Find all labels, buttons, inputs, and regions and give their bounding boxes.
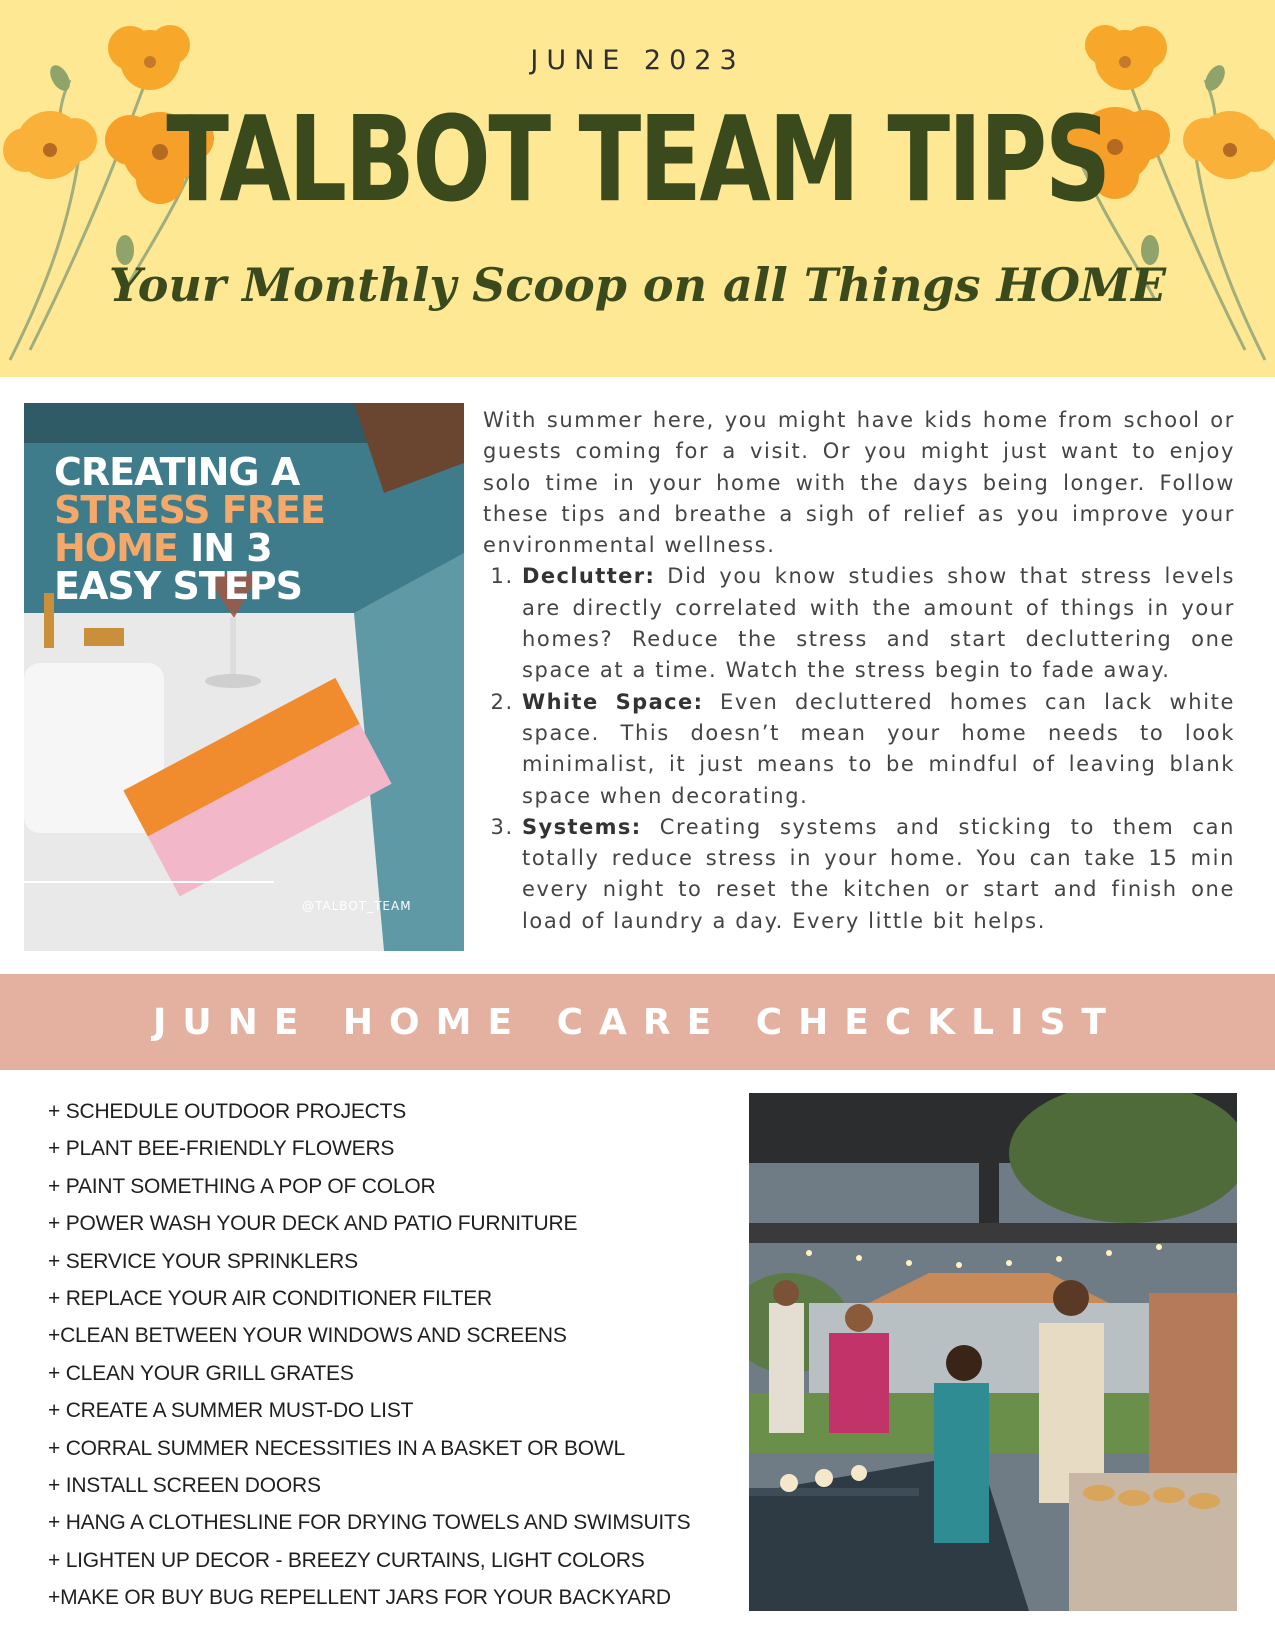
checklist-item: +CLEAN BETWEEN YOUR WINDOWS AND SCREENS xyxy=(48,1324,567,1348)
checklist-item: + CORRAL SUMMER NECESSITIES IN A BASKET OR BOWL xyxy=(48,1436,625,1460)
patio-scene-illustration xyxy=(749,1093,1237,1611)
checklist-item: + REPLACE YOUR AIR CONDITIONER FILTER xyxy=(48,1287,492,1311)
tip-title: Declutter: xyxy=(522,564,656,589)
feature-headline-line: CREATING A xyxy=(54,450,300,494)
tip-title: Systems: xyxy=(522,814,642,839)
newsletter-subtitle: Your Monthly Scoop on all Things HOME xyxy=(108,258,1167,312)
checklist-item: + INSTALL SCREEN DOORS xyxy=(48,1474,321,1498)
feature-headline-word: IN 3 xyxy=(177,526,272,570)
feature-headline-word: HOME xyxy=(54,526,178,570)
tips-list xyxy=(483,561,1235,937)
newsletter-title: TALBOT TEAM TIPS xyxy=(166,90,1109,228)
checklist-item: + POWER WASH YOUR DECK AND PATIO FURNITURE xyxy=(48,1212,578,1236)
feature-headline-line: STRESS FREE xyxy=(54,488,325,532)
tip-title: White Space: xyxy=(522,689,704,714)
article-intro: With summer here, you might have kids home from school or guests coming for a visit. Or you might just want to enjoy solo time in your home with the days being longer. Follow these tips and breathe a sigh of relief as you improve your environmental wellness. xyxy=(483,408,1235,558)
checklist-item: + CLEAN YOUR GRILL GRATES xyxy=(48,1361,354,1385)
tip-item xyxy=(522,687,1235,812)
checklist-item: + SCHEDULE OUTDOOR PROJECTS xyxy=(48,1100,407,1123)
checklist-item: + CREATE A SUMMER MUST-DO LIST xyxy=(48,1399,414,1423)
tip-text: Creating systems and sticking to them can totally reduce stress in your home. You can take 15 min every night to reset the kitchen or start and finish one load of laundry a day. Every little bit helps. xyxy=(522,814,1235,933)
checklist-item: + SERVICE YOUR SPRINKLERS xyxy=(48,1249,358,1273)
checklist-banner xyxy=(0,974,1275,1070)
checklist-item: + PAINT SOMETHING A POP OF COLOR xyxy=(48,1174,436,1198)
tip-item xyxy=(522,561,1235,686)
checklist-item: + LIGHTEN UP DECOR - BREEZY CURTAINS, LIGHT COLORS xyxy=(48,1548,645,1572)
checklist-title: JUNE HOME CARE CHECKLIST xyxy=(153,1001,1122,1043)
tip-text: Even decluttered homes can lack white space. This doesn’t mean your home needs to look minimalist, it just means to be mindful of leaving blank space when decorating. xyxy=(522,689,1235,808)
tip-text: Did you know studies show that stress levels are directly correlated with the amount of things in your homes? Reduce the stress and start decluttering one space at a time. Watch the stress begin to fade away. xyxy=(522,564,1235,683)
tip-item xyxy=(522,812,1235,937)
article-body xyxy=(483,405,1235,937)
issue-date: JUNE 2023 xyxy=(530,45,745,76)
feature-headline xyxy=(54,450,325,608)
checklist-item: +MAKE OR BUY BUG REPELLENT JARS FOR YOUR BACKYARD xyxy=(48,1586,671,1610)
backyard-party-photo xyxy=(749,1093,1237,1611)
newsletter-header xyxy=(0,0,1275,377)
feature-headline-line: EASY STEPS xyxy=(54,564,302,608)
feature-image-stress-free-home xyxy=(24,403,464,951)
checklist-item: + PLANT BEE-FRIENDLY FLOWERS xyxy=(48,1137,395,1161)
home-care-checklist xyxy=(48,1093,748,1617)
checklist-item: + HANG A CLOTHESLINE FOR DRYING TOWELS AND SWIMSUITS xyxy=(48,1511,691,1535)
instagram-handle: @TALBOT_TEAM xyxy=(302,899,412,913)
feature-headline-line xyxy=(54,526,325,570)
